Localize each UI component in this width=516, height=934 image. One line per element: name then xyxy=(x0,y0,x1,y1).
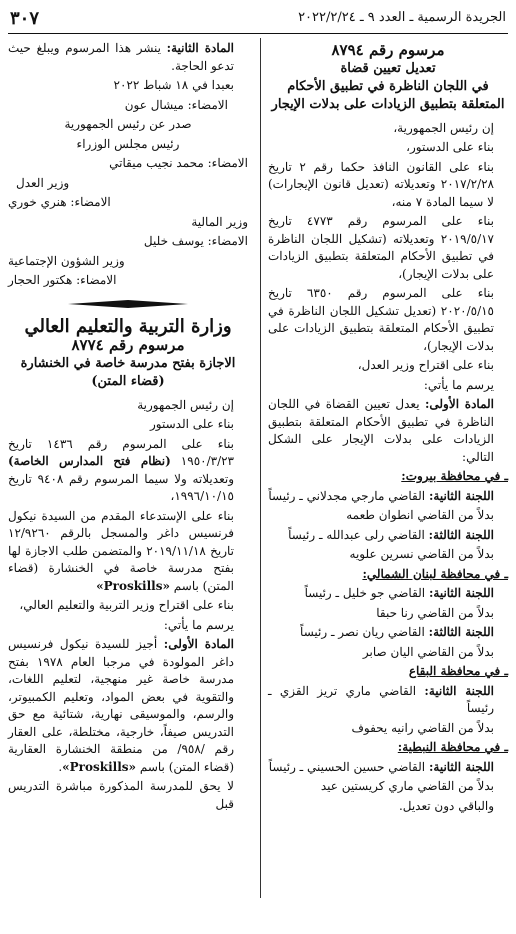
last-line: لا يحق للمدرسة المذكورة مباشرة التدريس قبل xyxy=(8,779,234,811)
signature-president: الامضاء: ميشال عون xyxy=(124,97,228,112)
article-1-label: المادة الأولى: xyxy=(424,397,494,411)
pm-title: رئيس مجلس الوزراء xyxy=(76,136,180,151)
decree-8794-title: تعديل تعيين قضاة xyxy=(340,60,436,76)
decree-8774-district: (قضاء المتن) xyxy=(91,373,165,389)
gov-north-lebanon: ـ في محافظة لبنان الشمالي: xyxy=(362,566,508,581)
intro-constitution-2: بناء على الدستور xyxy=(150,417,234,431)
beirut-committee-3-instead: بدلاً من القاضي نسرين علويه xyxy=(349,547,494,561)
column-divider xyxy=(260,38,261,898)
page-number: ٣٠٧ xyxy=(10,8,40,29)
page-header xyxy=(8,8,508,32)
social-affairs-title: وزير الشؤون الإجتماعية xyxy=(8,253,125,268)
basis-law-2: بناء على القانون النافذ حكما رقم ٢ تاريخ ٢٠١٧/٢/٢٨ وتعديلاته (تعديل قانون الإيجارات) لا سيما المادة ٧ منه، xyxy=(268,159,494,209)
beirut-committee-3: اللجنة الثالثة: القاضي رلى عبدالله ـ رئيساً xyxy=(288,527,494,542)
intro-constitution: بناء على الدستور، xyxy=(406,140,494,154)
north-committee-2-instead: بدلاً من القاضي رنا حبقا xyxy=(376,605,494,620)
bekaa-committee-2-instead: بدلاً من القاضي رانيه يحفوف xyxy=(351,720,494,735)
signature-social-affairs: الامضاء: هكتور الحجار xyxy=(8,273,117,287)
basis-proposal: بناء على اقتراح وزير العدل، xyxy=(357,358,494,372)
nabatieh-committee-2-instead: بدلاً من القاضي ماري كريستين عيد xyxy=(320,779,494,793)
basis-proposal-2: بناء على اقتراح وزير التربية والتعليم العالي، xyxy=(19,598,234,612)
article-1 xyxy=(268,396,508,466)
finance-title: وزير المالية xyxy=(191,214,248,229)
basis-decree-1436: بناء على المرسوم رقم ١٤٣٦ تاريخ ١٩٥٠/٣/٢٣ (نظام فتح المدارس الخاصة) وتعديلاته ولا سيما المرسوم رقم ٩٤٠٨ تاريخ ١٩٩٦/١٠/١٥، xyxy=(8,436,234,503)
date-line: بعبدا في ١٨ شباط ٢٠٢٢ xyxy=(113,78,234,92)
rest-unchanged: والباقي دون تعديل. xyxy=(398,798,494,813)
left-column xyxy=(8,40,248,815)
decrees-line: يرسم ما يأتي: xyxy=(423,377,494,392)
signature-finance: الامضاء: يوسف خليل xyxy=(143,234,248,248)
decree-8774-number: مرسوم رقم ٨٧٧٤ xyxy=(71,336,185,354)
article-1-text: يعدل تعيين القضاة في اللجان الناظرة في تطبيق الأحكام المتعلقة بتطبيق الزيادات على بدلات الإيجار على الشكل التالي: xyxy=(268,397,494,464)
header-rule xyxy=(8,33,508,34)
bekaa-committee-2: اللجنة الثانية: القاضي ماري تريز القزي ـ رئيساً xyxy=(268,683,494,715)
intro-president: إن رئيس الجمهورية، xyxy=(393,120,494,135)
justice-title: وزير العدل xyxy=(16,175,70,190)
article-2-label: المادة الثانية: xyxy=(166,41,234,55)
decree-8794-subtitle-1: في اللجان الناظرة في تطبيق الأحكام xyxy=(287,78,489,94)
gov-nabatieh: ـ في محافظة النبطية: xyxy=(397,740,508,754)
section-divider xyxy=(68,300,188,308)
decree-8774-title: الاجازة بفتح مدرسة خاصة في الخنشارة xyxy=(20,355,236,371)
basis-decree-6350: بناء على المرسوم رقم ٦٣٥٠ تاريخ ٢٠٢٠/٥/١٥ (تعديل تشكيل اللجان الناظرة في تطبيق الأحكام المتعلقة بتطبيق الزيادات على بدلات الإيجار)، xyxy=(268,286,494,353)
signature-justice: الامضاء: هنري خوري xyxy=(8,195,111,209)
decrees-line-2: يرسم ما يأتي: xyxy=(163,617,234,632)
issued-by: صدر عن رئيس الجمهورية xyxy=(64,117,192,131)
beirut-committee-2: اللجنة الثانية: القاضي مارجي مجدلاني ـ رئيساً xyxy=(268,488,494,503)
intro-president-2: إن رئيس الجمهورية xyxy=(137,397,234,412)
article-2 xyxy=(8,40,248,75)
decree-8794-subtitle-2: المتعلقة بتطبيق الزيادات على بدلات الإيجار xyxy=(271,96,505,112)
gazette-title: الجريدة الرسمية ـ العدد ٩ ـ ٢٠٢٢/٢/٢٤ xyxy=(298,10,506,25)
north-committee-3-instead: بدلاً من القاضي اليان صابر xyxy=(362,644,494,659)
north-committee-2: اللجنة الثانية: القاضي جو خليل ـ رئيساً xyxy=(304,586,494,600)
north-committee-3: اللجنة الثالثة: القاضي ريان نصر ـ رئيساً xyxy=(300,625,494,639)
gov-bekaa: ـ في محافظة البقاع xyxy=(408,664,508,678)
article-1-school: المادة الأولى: أجيز للسيدة نيكول فرنسيس داغر المولودة في مرجبا العام ١٩٧٨ بفتح مدرسة خاصة غير منهجية، لتعليم اللغات، والتقوية في بعض المواد، وتعليم الكمبيوتر، والرسم، والموسيقى نهارية، شتائية مع حق التدريس صيفاً، خارجية، مختلطة، على العقار رقم /٩٥٨/ من منطقة الخنشارة العقارية (قضاء المتن) باسم «Proskills». xyxy=(8,637,235,774)
gov-beirut: ـ في محافظة بيروت: xyxy=(401,469,508,483)
signature-pm: الامضاء: محمد نجيب ميقاتي xyxy=(109,156,248,170)
ministry-heading: وزارة التربية والتعليم العالي xyxy=(24,315,232,337)
right-column xyxy=(268,40,508,817)
basis-request: بناء على الإستدعاء المقدم من السيدة نيكول فرنسيس داغر والمسجل بالرقم ١٢/٩٢٦٠ تاريخ ٢٠١٩/١١/١٨ والمتضمن طلب الاجازة لها بفتح مدرسة خاصة في الخنشارة (قضاء المتن) باسم «Proskills» xyxy=(8,508,234,593)
nabatieh-committee-2: اللجنة الثانية: القاضي حسين الحسيني ـ رئيساً xyxy=(268,759,494,774)
article-2-text: ينشر هذا المرسوم ويبلغ حيث تدعو الحاجة. xyxy=(8,41,234,73)
basis-decree-4773: بناء على المرسوم رقم ٤٧٧٣ تاريخ ٢٠١٩/٥/١٧ وتعديلاته (تشكيل اللجان الناظرة في تطبيق الأحكام المتعلقة بتطبيق الزيادات على بدلات الإيجار)، xyxy=(268,214,494,281)
beirut-committee-2-instead: بدلاً من القاضي انطوان طعمه xyxy=(346,508,494,522)
decree-8794-number: مرسوم رقم ٨٧٩٤ xyxy=(331,41,445,59)
